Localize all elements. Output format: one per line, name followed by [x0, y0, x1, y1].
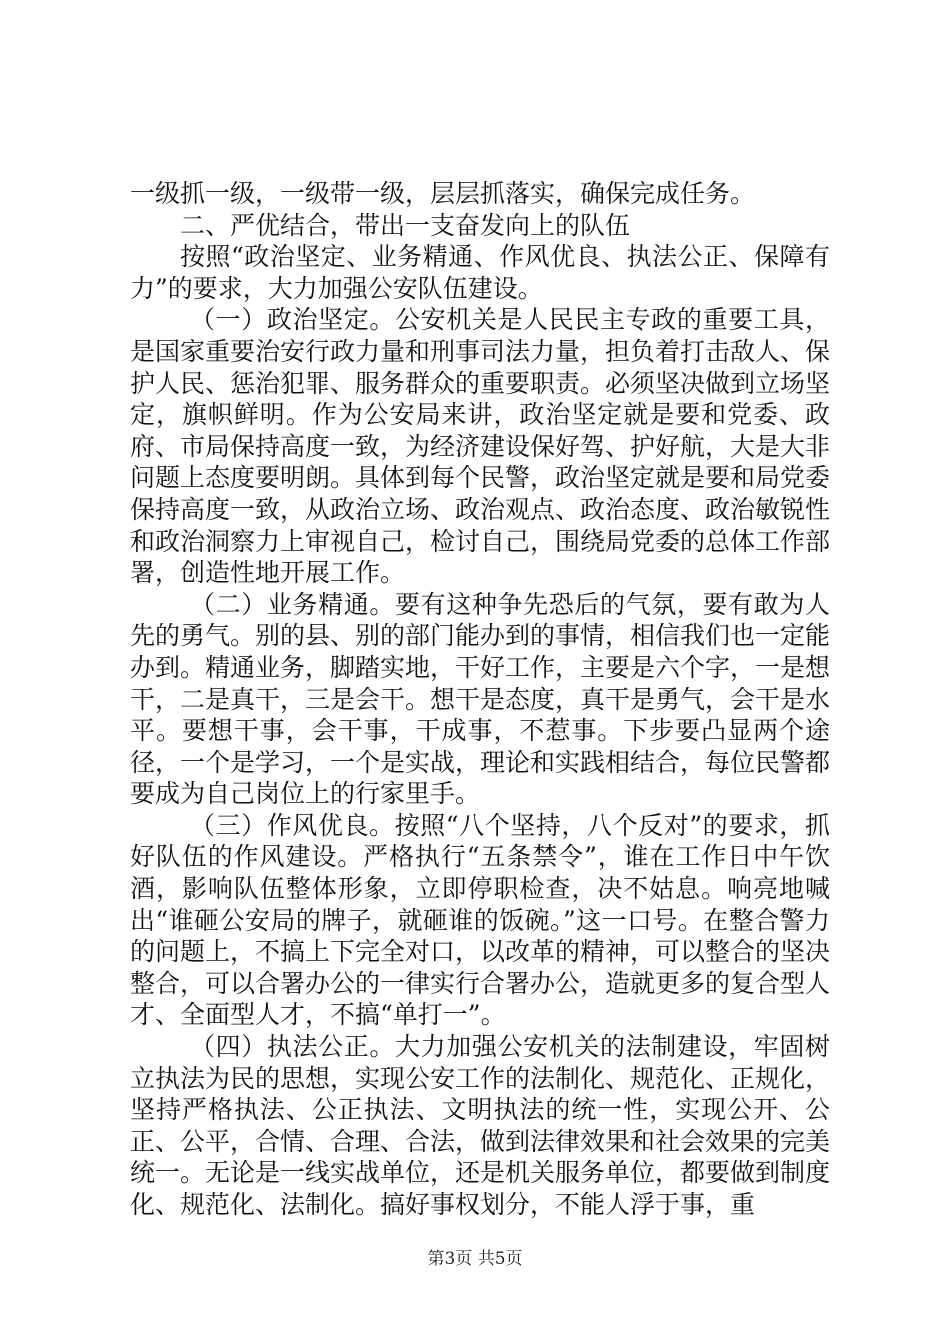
paragraph-intro: 按照“政治坚定、业务精通、作风优良、执法公正、保障有力”的要求，大力加强公安队伍建设。 — [130, 242, 830, 303]
document-body — [130, 178, 830, 1221]
paragraph-law: （四）执法公正。大力加强公安机关的法制建设，牢固树立执法为民的思想，实现公安工作的法制化、规范化、正规化，坚持严格执法、公正执法、文明执法的统一性，实现公开、公正、公平，合情、合理、合法，做到法律效果和社会效果的完美统一。无论是一线实战单位，还是机关服务单位，都要做到制度化、规范化、法制化。搞好事权划分，不能人浮于事，重 — [130, 1032, 831, 1219]
paragraph-continuation: 一级抓一级，一级带一级，层层抓落实，确保完成任务。 — [130, 179, 756, 208]
paragraph-political: （一）政治坚定。公安机关是人民民主专政的重要工具，是国家重要治安行政力量和刑事司法力量，担负着打击敌人、保护人民、惩治犯罪、服务群众的重要职责。必须坚决做到立场坚定，旗帜鲜明。作为公安局来讲，政治坚定就是要和党委、政府、市局保持高度一致，为经济建设保好驾、护好航，大是大非问题上态度要明朗。具体到每个民警，政治坚定就是要和局党委保持高度一致，从政治立场、政治观点、政治态度、政治敏锐性和政治洞察力上审视自己，检讨自己，围绕局党委的总体工作部署，创造性地开展工作。 — [130, 305, 831, 588]
paragraph-style: （三）作风优良。按照“八个坚持，八个反对”的要求，抓好队伍的作风建设。严格执行“五条禁令”，谁在工作日中午饮酒，影响队伍整体形象，立即停职检查，决不姑息。响亮地喊出“谁砸公安局的牌子，就砸谁的饭碗。”这一口号。在整合警力的问题上，不搞上下完全对口，以改革的精神，可以整合的坚决整合，可以合署办公的一律实行合署办公，造就更多的复合型人才、全面型人才，不搞“单打一”。 — [130, 810, 831, 1030]
page-footer: 第3页 共5页 — [427, 1249, 523, 1269]
section-heading: 二、严优结合，带出一支奋发向上的队伍 — [180, 210, 631, 240]
paragraph-business: （二）业务精通。要有这种争先恐后的气氛，要有敢为人先的勇气。别的县、别的部门能办到的事情，相信我们也一定能办到。精通业务，脚踏实地，干好工作，主要是六个字，一是想干，二是真干，三是会干。想干是态度，真干是勇气，会干是水平。要想干事，会干事，干成事，不惹事。下步要凸显两个途径，一个是学习，一个是实战，理论和实践相结合，每位民警都要成为自己岗位上的行家里手。 — [130, 589, 831, 809]
